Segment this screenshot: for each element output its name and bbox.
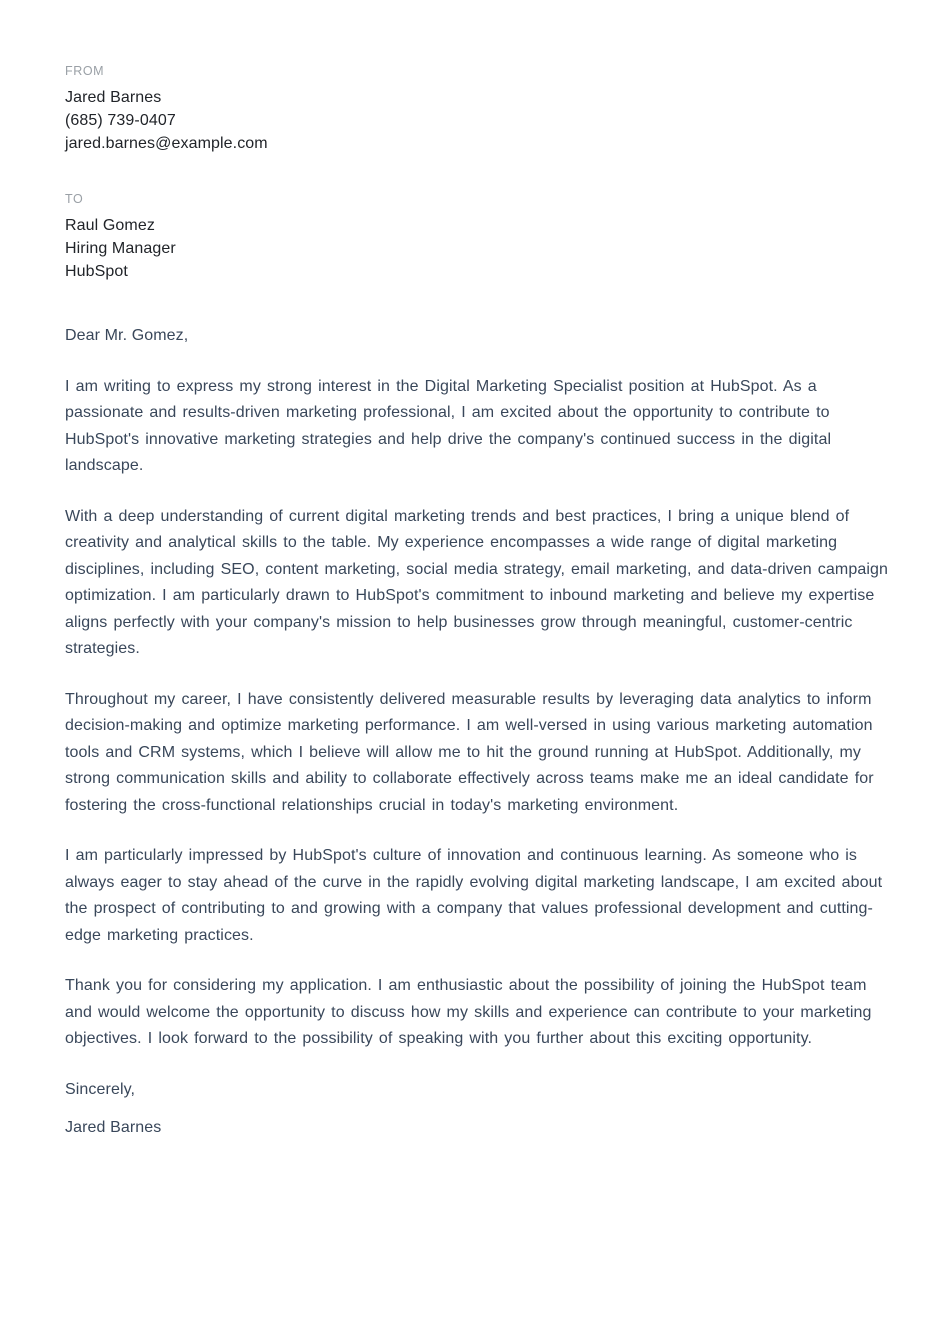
- salutation: Dear Mr. Gomez,: [65, 327, 189, 344]
- recipient-company: HubSpot: [65, 263, 128, 280]
- recipient-name: Raul Gomez: [65, 217, 155, 234]
- paragraph-skills: With a deep understanding of current digital marketing trends and best practices, I bring a unique blend of creativity and analytical skills to the table. My experience encompasses a wide range of digital marketing disciplines, including SEO, content marketing, social media strategy, email marketing, and data-driven campaign optimization. I am particularly drawn to HubSpot's commitment to inbound marketing and believe my expertise aligns perfectly with your company's mission to help businesses grow through meaningful, customer-centric strategies.: [65, 507, 888, 657]
- recipient-contact-block: [65, 214, 893, 283]
- from-section: [65, 64, 893, 155]
- from-label: FROM: [65, 64, 105, 78]
- paragraph-intro: I am writing to express my strong interest in the Digital Marketing Specialist position at HubSpot. As a passionate and results-driven marketing professional, I am excited about the opportunity to contribute to HubSpot's innovative marketing strategies and help drive the company's continued success in the digital landscape.: [65, 377, 832, 474]
- letter-content: [65, 64, 893, 1142]
- sender-email: jared.barnes@example.com: [65, 135, 268, 152]
- closing: Sincerely,: [65, 1080, 136, 1098]
- to-section: [65, 192, 893, 283]
- paragraph-experience: Throughout my career, I have consistently delivered measurable results by leveraging data analytics to inform decision-making and optimize marketing performance. I am well-versed in using various marketing automation tools and CRM systems, which I believe will allow me to hit the ground running at HubSpot. Additionally, my strong communication skills and ability to collaborate effectively across teams make me an ideal candidate for fostering the cross-functional relationships crucial in today's marketing environment.: [65, 690, 874, 814]
- paragraph-culture: I am particularly impressed by HubSpot's culture of innovation and continuous learning. As someone who is always eager to stay ahead of the curve in the rapidly evolving digital marketing landscape, I am excited about the prospect of contributing to and growing with a company that values professional development and cutting-edge marketing practices.: [65, 847, 883, 944]
- letter-body: [65, 323, 893, 1142]
- signature-name: Jared Barnes: [65, 1119, 162, 1136]
- to-label: TO: [65, 192, 84, 206]
- recipient-title: Hiring Manager: [65, 240, 176, 257]
- paragraph-thanks: Thank you for considering my application. I am enthusiastic about the possibility of joining the HubSpot team and would welcome the opportunity to discuss how my skills and experience can contribute to your marketing objectives. I look forward to the possibility of speaking with you further about this exciting opportunity.: [65, 977, 872, 1047]
- sender-contact-block: [65, 86, 893, 155]
- sender-name: Jared Barnes: [65, 89, 162, 106]
- sender-phone: (685) 739-0407: [65, 112, 176, 129]
